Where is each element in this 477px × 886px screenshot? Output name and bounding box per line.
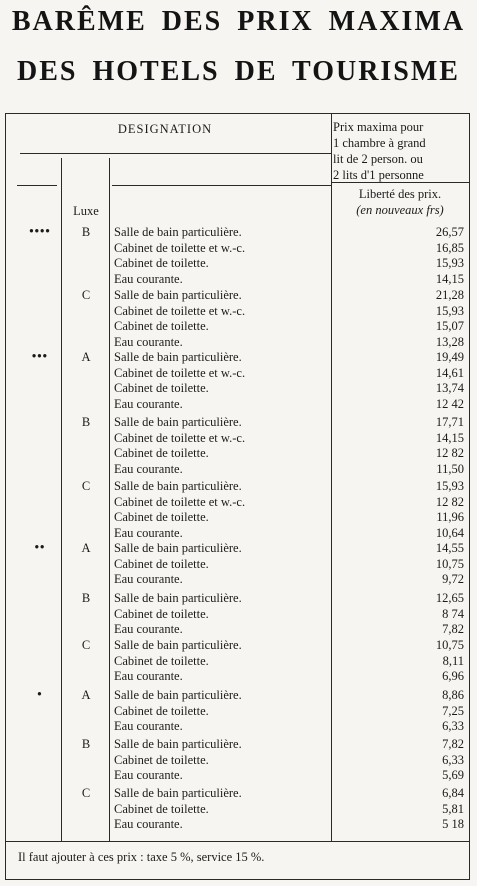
room-type-label: Eau courante. bbox=[114, 817, 183, 832]
room-type-label: Salle de bain particulière. bbox=[114, 350, 242, 364]
room-price: 21,28 bbox=[435, 288, 464, 302]
room-type-label: Eau courante. bbox=[114, 461, 183, 476]
room-type-label: Salle de bain particulière. bbox=[114, 415, 242, 429]
room-price: 8,86 bbox=[442, 688, 464, 702]
luxe-category: C bbox=[81, 479, 91, 493]
room-price: 26,57 bbox=[435, 225, 464, 239]
room-type-label: Cabinet de toilette. bbox=[114, 381, 209, 396]
room-type-label: Cabinet de toilette et w.-c. bbox=[114, 365, 246, 380]
designation-body-rule bbox=[112, 185, 331, 186]
room-price: 7,82 bbox=[442, 737, 464, 751]
star-rating: ••• bbox=[31, 349, 49, 363]
room-type-label: Cabinet de toilette. bbox=[114, 801, 209, 816]
room-type-label: Eau courante. bbox=[114, 719, 183, 734]
room-type-label: Eau courante. bbox=[114, 768, 183, 783]
liberte-header bbox=[333, 186, 467, 218]
room-price: 6,96 bbox=[442, 669, 464, 684]
luxe-header: Luxe bbox=[73, 204, 99, 218]
room-type-label: Cabinet de toilette et w.-c. bbox=[114, 430, 246, 445]
stars-column-rule bbox=[17, 185, 57, 186]
room-price: 9,72 bbox=[442, 572, 464, 587]
luxe-category: C bbox=[81, 786, 91, 800]
footer-note: Il faut ajouter à ces prix : taxe 5 %, service 15 %. bbox=[18, 850, 265, 864]
room-price: 6,33 bbox=[442, 719, 464, 734]
luxe-category: B bbox=[81, 737, 91, 751]
room-price: 7,25 bbox=[442, 703, 464, 718]
luxe-category: A bbox=[81, 541, 91, 555]
star-rating: •• bbox=[34, 540, 46, 554]
room-price: 14,15 bbox=[435, 271, 464, 286]
room-price: 8 74 bbox=[442, 606, 464, 621]
room-price: 13,28 bbox=[435, 334, 464, 349]
luxe-category: C bbox=[81, 288, 91, 302]
room-type-label: Salle de bain particulière. bbox=[114, 541, 242, 555]
designation-header: DESIGNATION bbox=[117, 122, 213, 136]
room-type-label: Cabinet de toilette et w.-c. bbox=[114, 240, 246, 255]
room-price: 12 82 bbox=[435, 494, 464, 509]
room-type-label: Cabinet de toilette et w.-c. bbox=[114, 494, 246, 509]
room-type-label: Eau courante. bbox=[114, 669, 183, 684]
room-type-label: Cabinet de toilette. bbox=[114, 256, 209, 271]
room-price: 12 42 bbox=[435, 396, 464, 411]
room-type-label: Salle de bain particulière. bbox=[114, 225, 242, 239]
page-title-line2: DES HOTELS DE TOURISME bbox=[17, 56, 460, 87]
luxe-category: C bbox=[81, 638, 91, 652]
room-type-label: Cabinet de toilette. bbox=[114, 446, 209, 461]
price-column-divider bbox=[331, 114, 332, 841]
room-price: 15,93 bbox=[435, 303, 464, 318]
room-price: 11,50 bbox=[436, 461, 464, 476]
room-type-label: Cabinet de toilette. bbox=[114, 752, 209, 767]
room-type-label: Salle de bain particulière. bbox=[114, 288, 242, 302]
room-price: 10,64 bbox=[435, 525, 464, 540]
room-price: 17,71 bbox=[435, 415, 464, 429]
luxe-category: B bbox=[81, 591, 91, 605]
room-price: 15,93 bbox=[435, 479, 464, 493]
room-type-label: Salle de bain particulière. bbox=[114, 479, 242, 493]
room-price: 12 82 bbox=[435, 446, 464, 461]
room-price: 7,82 bbox=[442, 622, 464, 637]
room-type-label: Cabinet de toilette. bbox=[114, 653, 209, 668]
room-price: 10,75 bbox=[435, 638, 464, 652]
room-type-label: Salle de bain particulière. bbox=[114, 786, 242, 800]
room-price: 19,49 bbox=[435, 350, 464, 364]
luxe-category: A bbox=[81, 350, 91, 364]
prix-header bbox=[333, 119, 467, 183]
page-title-line1: BARÊME DES PRIX MAXIMA bbox=[11, 6, 466, 37]
room-type-label: Cabinet de toilette. bbox=[114, 703, 209, 718]
room-price: 5,81 bbox=[442, 801, 464, 816]
table-bottom-rule bbox=[6, 841, 469, 842]
room-type-label: Eau courante. bbox=[114, 622, 183, 637]
liberte-label: Liberté des prix. bbox=[358, 187, 442, 201]
room-type-label: Eau courante. bbox=[114, 396, 183, 411]
room-type-label: Cabinet de toilette. bbox=[114, 556, 209, 571]
room-type-label: Eau courante. bbox=[114, 572, 183, 587]
star-rating: • bbox=[37, 687, 43, 701]
room-price: 10,75 bbox=[435, 556, 464, 571]
star-rating: •••• bbox=[29, 224, 51, 238]
room-price: 6,84 bbox=[442, 786, 464, 800]
room-type-label: Salle de bain particulière. bbox=[114, 688, 242, 702]
room-price: 15,93 bbox=[435, 256, 464, 271]
room-type-label: Eau courante. bbox=[114, 271, 183, 286]
room-type-label: Cabinet de toilette. bbox=[114, 606, 209, 621]
room-price: 15,07 bbox=[435, 319, 464, 334]
room-type-label: Eau courante. bbox=[114, 334, 183, 349]
prix-header-line: Prix maxima pour bbox=[333, 120, 424, 134]
room-price: 14,61 bbox=[435, 365, 464, 380]
room-type-label: Cabinet de toilette. bbox=[114, 319, 209, 334]
room-price: 14,15 bbox=[435, 430, 464, 445]
prix-header-line: lit de 2 person. ou bbox=[333, 152, 423, 166]
room-type-label: Cabinet de toilette et w.-c. bbox=[114, 303, 246, 318]
room-type-label: Salle de bain particulière. bbox=[114, 638, 242, 652]
luxe-category: A bbox=[81, 688, 91, 702]
room-price: 8,11 bbox=[442, 653, 464, 668]
room-price: 12,65 bbox=[435, 591, 464, 605]
designation-header-rule bbox=[20, 153, 331, 154]
room-price: 14,55 bbox=[435, 541, 464, 555]
room-price: 16,85 bbox=[435, 240, 464, 255]
room-price: 5 18 bbox=[442, 817, 464, 832]
room-price: 6,33 bbox=[442, 752, 464, 767]
room-price: 5,69 bbox=[442, 768, 464, 783]
unit-label: (en nouveaux frs) bbox=[356, 203, 444, 217]
room-price: 11,96 bbox=[436, 510, 464, 525]
room-type-label: Cabinet de toilette. bbox=[114, 510, 209, 525]
room-type-label: Salle de bain particulière. bbox=[114, 591, 242, 605]
room-type-label: Salle de bain particulière. bbox=[114, 737, 242, 751]
luxe-category: B bbox=[81, 225, 91, 239]
prix-header-line: 1 chambre à grand bbox=[333, 136, 426, 150]
luxe-category: B bbox=[81, 415, 91, 429]
prix-header-line: 2 lits d'1 personne bbox=[333, 168, 424, 182]
room-price: 13,74 bbox=[435, 381, 464, 396]
room-type-label: Eau courante. bbox=[114, 525, 183, 540]
